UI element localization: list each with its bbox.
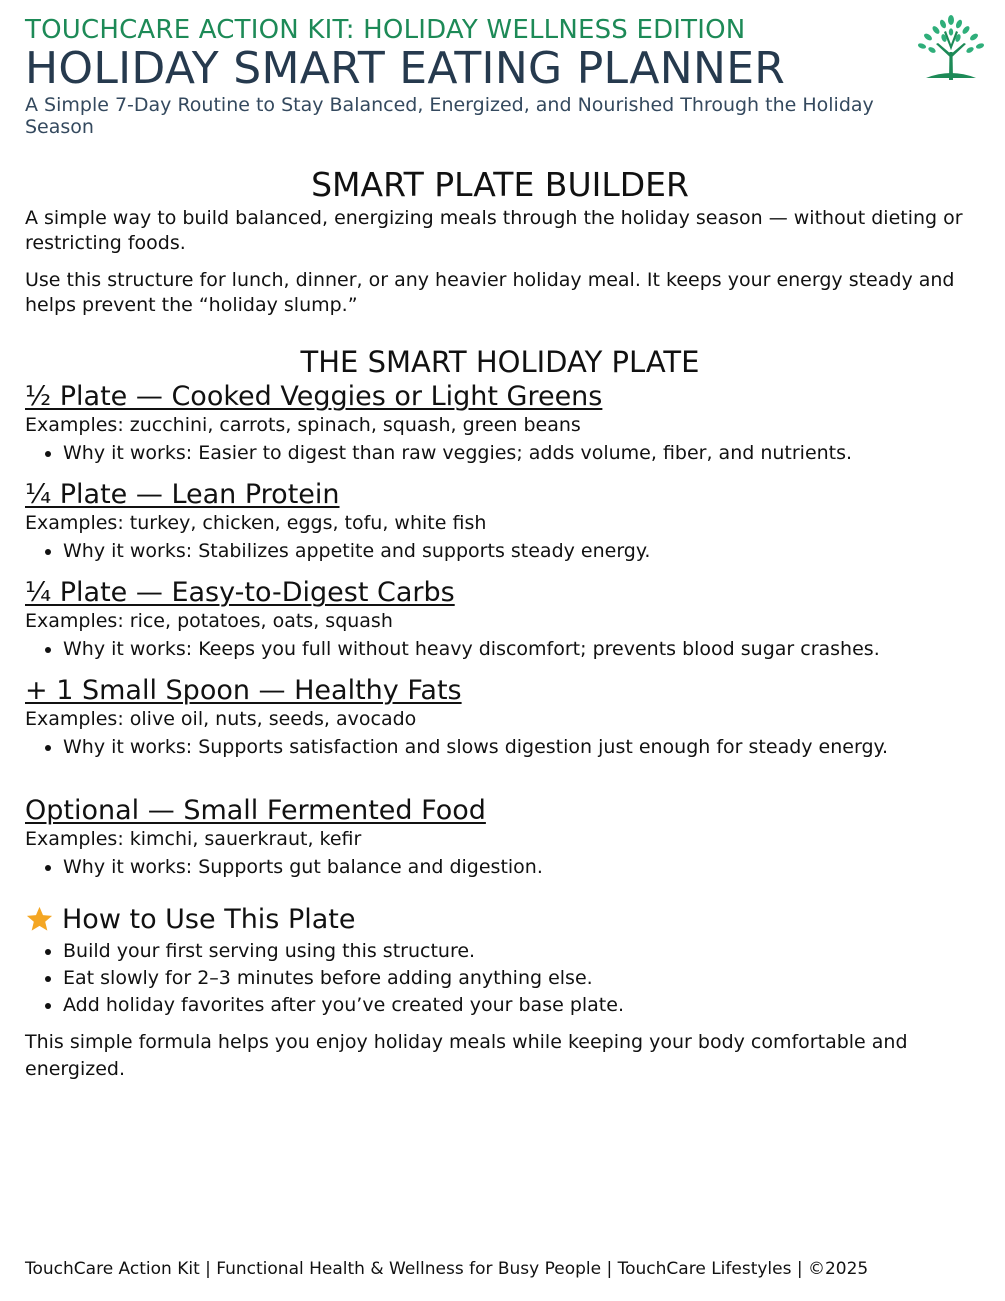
plate-item-why: • Why it works: Supports gut balance and digestion.	[63, 854, 975, 881]
plate-item-heading: ¼ Plate — Lean Protein	[25, 479, 340, 510]
howto-step: • Add holiday favorites after you’ve created your base plate.	[63, 992, 975, 1019]
page-footer: TouchCare Action Kit | Functional Health & Wellness for Busy People | TouchCare Lifestyles | ©2025	[25, 1259, 869, 1279]
star-icon	[25, 905, 54, 934]
page-title: HOLIDAY SMART EATING PLANNER	[25, 43, 786, 94]
kit-title: TOUCHCARE ACTION KIT: HOLIDAY WELLNESS EDITION	[25, 15, 746, 45]
plate-item-heading: ¼ Plate — Easy-to-Digest Carbs	[25, 577, 455, 608]
plate-item-examples: Examples: zucchini, carrots, spinach, squash, green beans	[25, 414, 581, 436]
plate-item-examples: Examples: rice, potatoes, oats, squash	[25, 610, 393, 632]
tree-logo-icon	[914, 12, 988, 82]
plate-item-veggies	[25, 380, 975, 467]
section-title: SMART PLATE BUILDER	[311, 165, 689, 204]
howto-heading-row	[25, 903, 975, 936]
usage-paragraph: Use this structure for lunch, dinner, or any heavier holiday meal. It keeps your energy steady and helps prevent the “holiday slump.”	[25, 269, 955, 316]
plate-item-examples: Examples: turkey, chicken, eggs, tofu, white fish	[25, 512, 487, 534]
plate-item-fats	[25, 674, 975, 761]
plate-item-examples: Examples: kimchi, sauerkraut, kefir	[25, 828, 362, 850]
howto-step: • Eat slowly for 2–3 minutes before adding anything else.	[63, 965, 975, 992]
howto-section	[25, 903, 975, 1083]
plate-item-examples: Examples: olive oil, nuts, seeds, avocado	[25, 708, 417, 730]
howto-step: • Build your first serving using this structure.	[63, 938, 975, 965]
page-subtitle: A Simple 7-Day Routine to Stay Balanced, Energized, and Nourished Through the Holiday Season	[25, 94, 874, 138]
plate-item-heading: ½ Plate — Cooked Veggies or Light Greens	[25, 381, 603, 412]
plate-item-heading: Optional — Small Fermented Food	[25, 795, 486, 826]
plate-item-why: • Why it works: Stabilizes appetite and supports steady energy.	[63, 538, 975, 565]
howto-heading: How to Use This Plate	[62, 904, 356, 935]
main-content	[25, 164, 975, 1083]
plate-item-why: • Why it works: Keeps you full without heavy discomfort; prevents blood sugar crashes.	[63, 636, 975, 663]
plate-item-why: • Why it works: Supports satisfaction and slows digestion just enough for steady energy.	[63, 734, 975, 761]
intro-paragraph: A simple way to build balanced, energizing meals through the holiday season — without dieting or restricting foods.	[25, 207, 963, 254]
plate-item-bullets	[25, 734, 975, 761]
plate-item-bullets	[25, 440, 975, 467]
plate-title: THE SMART HOLIDAY PLATE	[300, 345, 700, 379]
howto-steps	[25, 938, 975, 1019]
plate-item-protein	[25, 478, 975, 565]
plate-item-fermented	[25, 794, 975, 881]
plate-item-why: • Why it works: Easier to digest than raw veggies; adds volume, fiber, and nutrients.	[63, 440, 975, 467]
plate-item-bullets	[25, 636, 975, 663]
page-header	[25, 14, 915, 138]
closing-paragraph: This simple formula helps you enjoy holiday meals while keeping your body comfortable and energized.	[25, 1031, 908, 1080]
plate-item-bullets	[25, 538, 975, 565]
plate-item-heading: + 1 Small Spoon — Healthy Fats	[25, 675, 462, 706]
plate-item-carbs	[25, 576, 975, 663]
plate-item-bullets	[25, 854, 975, 881]
